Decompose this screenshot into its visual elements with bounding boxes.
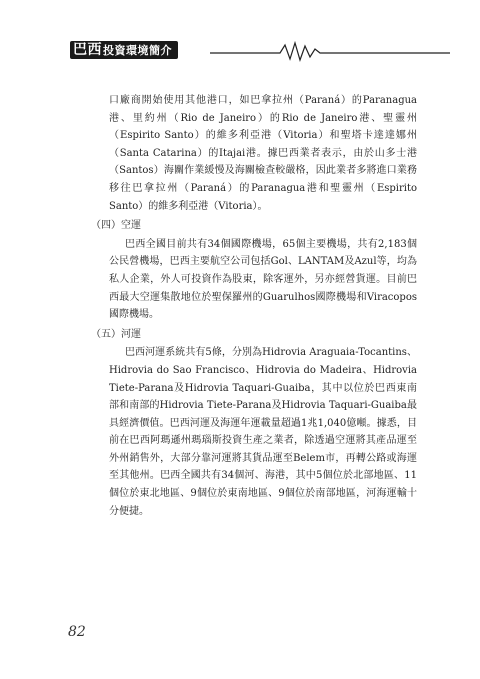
page-header bbox=[70, 40, 450, 62]
page-number: 82 bbox=[68, 624, 86, 640]
header-wave-decoration bbox=[210, 40, 450, 62]
paragraph-ports: 口廠商開始使用其他港口，如巴拿拉州（Paraná）的Paranagua港、里約州（Rio de Janeiro）的Rio de Janeiro港、聖靈州（Espirito Santo）的維多利亞港（Vitoria）和聖塔卡達達娜州（Santa Catarina）的Itajai港。據巴西業者表示，由於山多士港（Santos）海關作業緩慢及海關檢查較嚴格，因此業者多將進口業務移往巴拿拉州（Paraná）的Paranagua港和聖靈州（Espirito Santo）的維多利亞港（Vitoria）。 bbox=[109, 95, 417, 212]
article-body bbox=[77, 92, 417, 520]
header-title-rest: 投資環境簡介 bbox=[103, 44, 172, 57]
paragraph-river-transport: 巴西河運系統共有5條，分別為Hidrovia Araguaia-Tocantins、Hidrovia do Sao Francisco、Hidrovia do Madeira、Hidrovia Tiete-Parana及Hidrovia Taquari-Guaiba，其中以位於巴西東南部和南部的Hidrovia Tiete-Parana及Hidrovia Taquari-Guaiba最具經濟價值。巴西河運及海運年運載量超過1兆1,040億噸。據悉，目前在巴西阿瑪遜州瑪瑙斯投資生產之業者，除透過空運將其產品運至外州銷售外，大部分靠河運將其貨品運至Belem市，再轉公路或海運至其他州。巴西全國共有34個河、海港，其中5個位於北部地區、11個位於東北地區、9個位於東南地區、9個位於南部地區，河海運輸十分便捷。 bbox=[109, 347, 417, 517]
header-title-big: 巴西 bbox=[73, 42, 102, 58]
header-title-badge bbox=[70, 41, 178, 59]
paragraph-air-transport: 巴西全國目前共有34個國際機場，65個主要機場，共有2,183個公民營機場，巴西主要航空公司包括Gol、LANTAM及Azul等，均為私人企業，外人可投資作為股東，除客運外，另亦經營貨運。目前巴西最大空運集散地位於聖保羅州的Guarulhos國際機場和Viracopos國際機場。 bbox=[109, 238, 417, 321]
section-heading-air-transport: （四）空運 bbox=[91, 220, 141, 232]
section-heading-river-transport: （五）河運 bbox=[91, 328, 141, 340]
